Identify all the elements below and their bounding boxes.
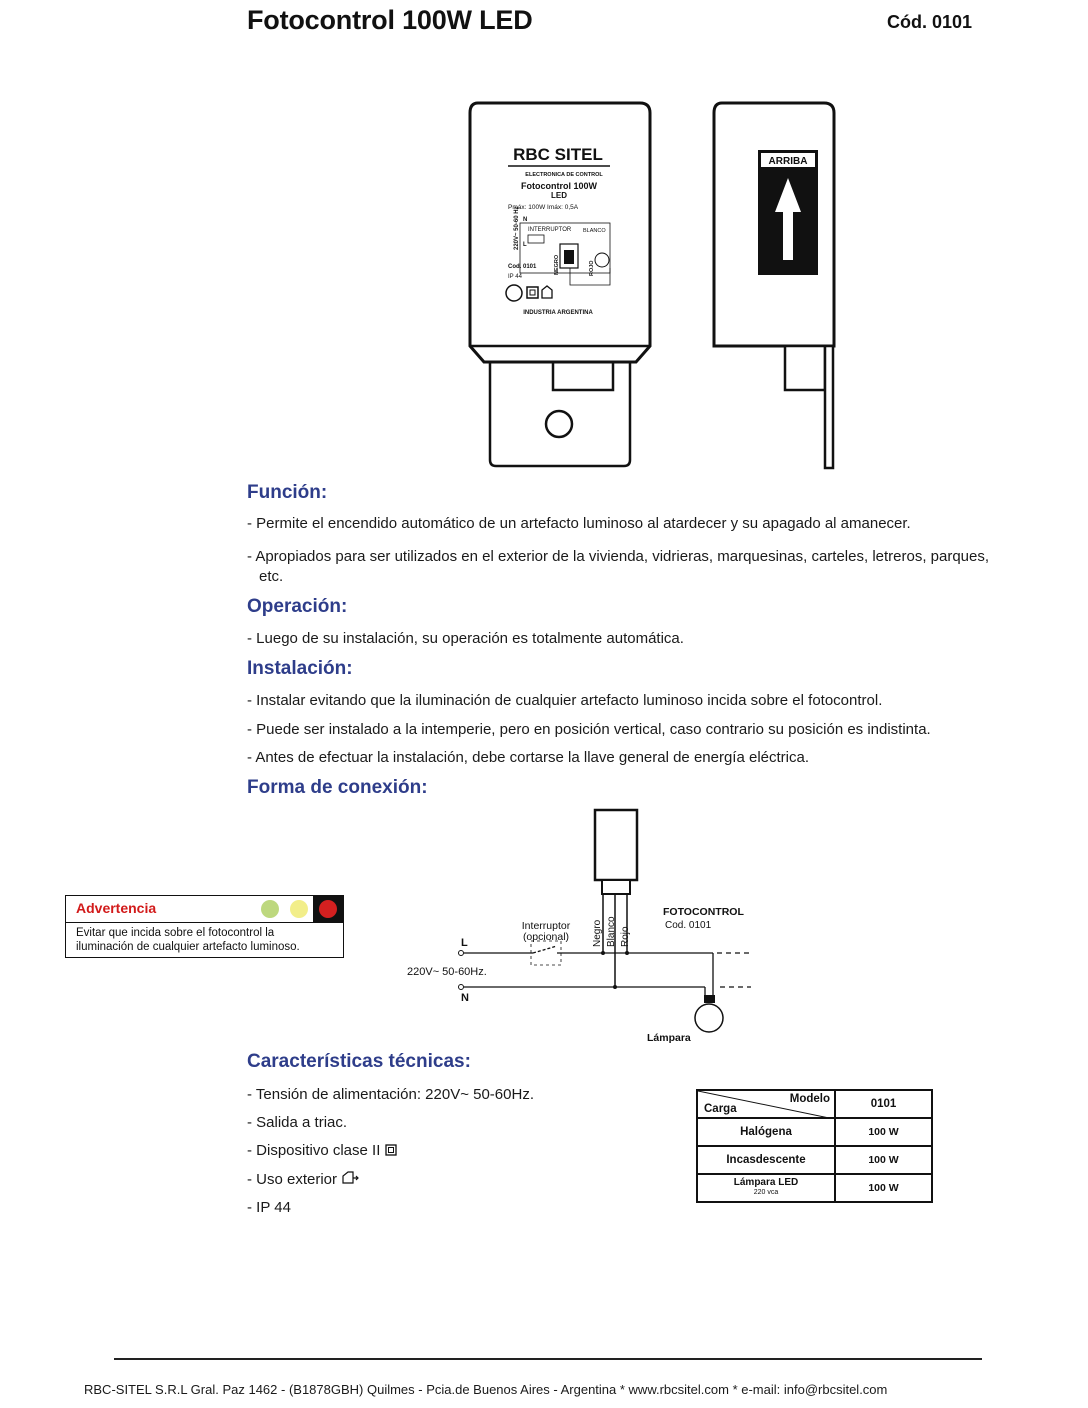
line-l-label: L <box>461 937 468 949</box>
spec-item-3-text: - Dispositivo clase II <box>247 1142 381 1159</box>
red-dot-icon <box>319 900 337 918</box>
lamp-icon <box>695 1004 723 1032</box>
load-table <box>696 1089 933 1203</box>
funcion-item-1: - Permite el encendido automático de un artefacto luminoso al atardecer y su apagado al amanecer. <box>247 515 911 532</box>
wire-blanco: Blanco <box>606 916 617 947</box>
instalacion-item-3: - Antes de efectuar la instalación, debe cortarse la llave general de energía eléctrica. <box>247 749 810 766</box>
table-row-value: 100 W <box>835 1174 932 1202</box>
device-voltage: 220V~ 50-60 Hz <box>514 206 520 250</box>
warning-header <box>66 896 343 923</box>
table-led-label: Lámpara LED <box>733 1177 799 1188</box>
spec-item-2: - Salida a triac. <box>247 1114 348 1131</box>
arriba-label: ARRIBA <box>768 156 808 167</box>
table-row-label: Halógena <box>697 1118 835 1146</box>
warning-line-2: iluminación de cualquier artefacto luminoso. <box>76 941 300 953</box>
device-blanco: BLANCO <box>583 228 606 234</box>
wire-rojo: Rojo <box>620 926 631 947</box>
fotocontrol-label: FOTOCONTROL <box>663 906 744 918</box>
device-interruptor: INTERRUPTOR <box>528 227 572 233</box>
device-cod: Cod. 0101 <box>508 264 537 270</box>
spec-item-1: - Tensión de alimentación: 220V~ 50-60Hz. <box>247 1086 534 1103</box>
device-label-line2: LED <box>551 191 567 200</box>
device-brand-sub: ELECTRONICA DE CONTROL <box>525 172 603 178</box>
class2-icon <box>385 1144 397 1156</box>
instalacion-item-2: - Puede ser instalado a la intemperie, pero en posición vertical, caso contrario su posición es indistinta. <box>247 721 931 738</box>
yellow-dot-icon <box>290 900 308 918</box>
outdoor-use-icon <box>341 1171 361 1185</box>
footer-contact: RBC-SITEL S.R.L Gral. Paz 1462 - (B1878GBH) Quilmes - Pcia.de Buenos Aires - Argentina * www.rbcsitel.com * e-mail: info@rbcsitel.com <box>84 1382 888 1397</box>
supply-voltage: 220V~ 50-60Hz. <box>407 966 487 978</box>
footer-divider <box>114 1358 982 1360</box>
table-header-carga-modelo <box>697 1090 835 1118</box>
device-industria: INDUSTRIA ARGENTINA <box>523 310 593 316</box>
warning-box <box>65 895 344 958</box>
line-n-label: N <box>461 992 469 1004</box>
warning-line-1: Evitar que incida sobre el fotocontrol la <box>76 927 275 939</box>
connection-diagram <box>395 805 765 1050</box>
device-brand: RBC SITEL <box>513 145 603 164</box>
device-label-line1: Fotocontrol 100W <box>521 181 597 191</box>
heading-operacion: Operación: <box>247 596 348 617</box>
spec-item-3 <box>247 1141 397 1161</box>
page-title: Fotocontrol 100W LED <box>247 5 533 35</box>
device-l: L <box>523 242 527 248</box>
funcion-item-2: - Apropiados para ser utilizados en el exterior de la vivienda, vidrieras, marquesinas, carteles, letreros, parques, <box>247 548 990 565</box>
device-ip: IP 44 <box>508 274 522 280</box>
heading-conexion: Forma de conexión: <box>247 777 428 798</box>
table-row-label-led <box>697 1174 835 1202</box>
table-model-code: 0101 <box>835 1090 932 1118</box>
device-specs: Pmáx: 100W Imáx: 0,5A <box>508 204 579 211</box>
product-code: Cód. 0101 <box>887 12 973 32</box>
heading-instalacion: Instalación: <box>247 658 353 679</box>
switch-label: Interruptor <box>521 920 571 932</box>
table-modelo-label: Modelo <box>789 1093 830 1105</box>
table-led-sub: 220 vca <box>753 1189 779 1196</box>
heading-funcion: Función: <box>247 482 328 503</box>
instalacion-item-1: - Instalar evitando que la iluminación de cualquier artefacto luminoso incida sobre el fotocontrol. <box>247 692 883 709</box>
table-carga-label: Carga <box>704 1103 737 1115</box>
switch-optional: (opcional) <box>522 931 570 943</box>
lamp-label: Lámpara <box>647 1032 691 1044</box>
spec-item-4-text: - Uso exterior <box>247 1171 338 1188</box>
table-row-label: Incasdescente <box>697 1146 835 1174</box>
spec-item-5: - IP 44 <box>247 1199 291 1216</box>
device-rojo: ROJO <box>589 260 595 276</box>
table-row-value: 100 W <box>835 1118 932 1146</box>
spec-item-4 <box>247 1170 361 1190</box>
table-row-value: 100 W <box>835 1146 932 1174</box>
fotocontrol-cod: Cod. 0101 <box>665 920 712 931</box>
operacion-item-1: - Luego de su instalación, su operación es totalmente automática. <box>247 630 684 647</box>
device-side-drawing <box>708 100 840 472</box>
device-front-drawing <box>460 100 660 472</box>
device-negro: NEGRO <box>554 254 560 275</box>
warning-title: Advertencia <box>76 900 157 916</box>
green-dot-icon <box>261 900 279 918</box>
device-n: N <box>523 217 528 223</box>
heading-caracteristicas: Características técnicas: <box>247 1051 471 1072</box>
wire-negro: Negro <box>592 919 603 947</box>
funcion-item-2-cont: etc. <box>259 568 284 585</box>
